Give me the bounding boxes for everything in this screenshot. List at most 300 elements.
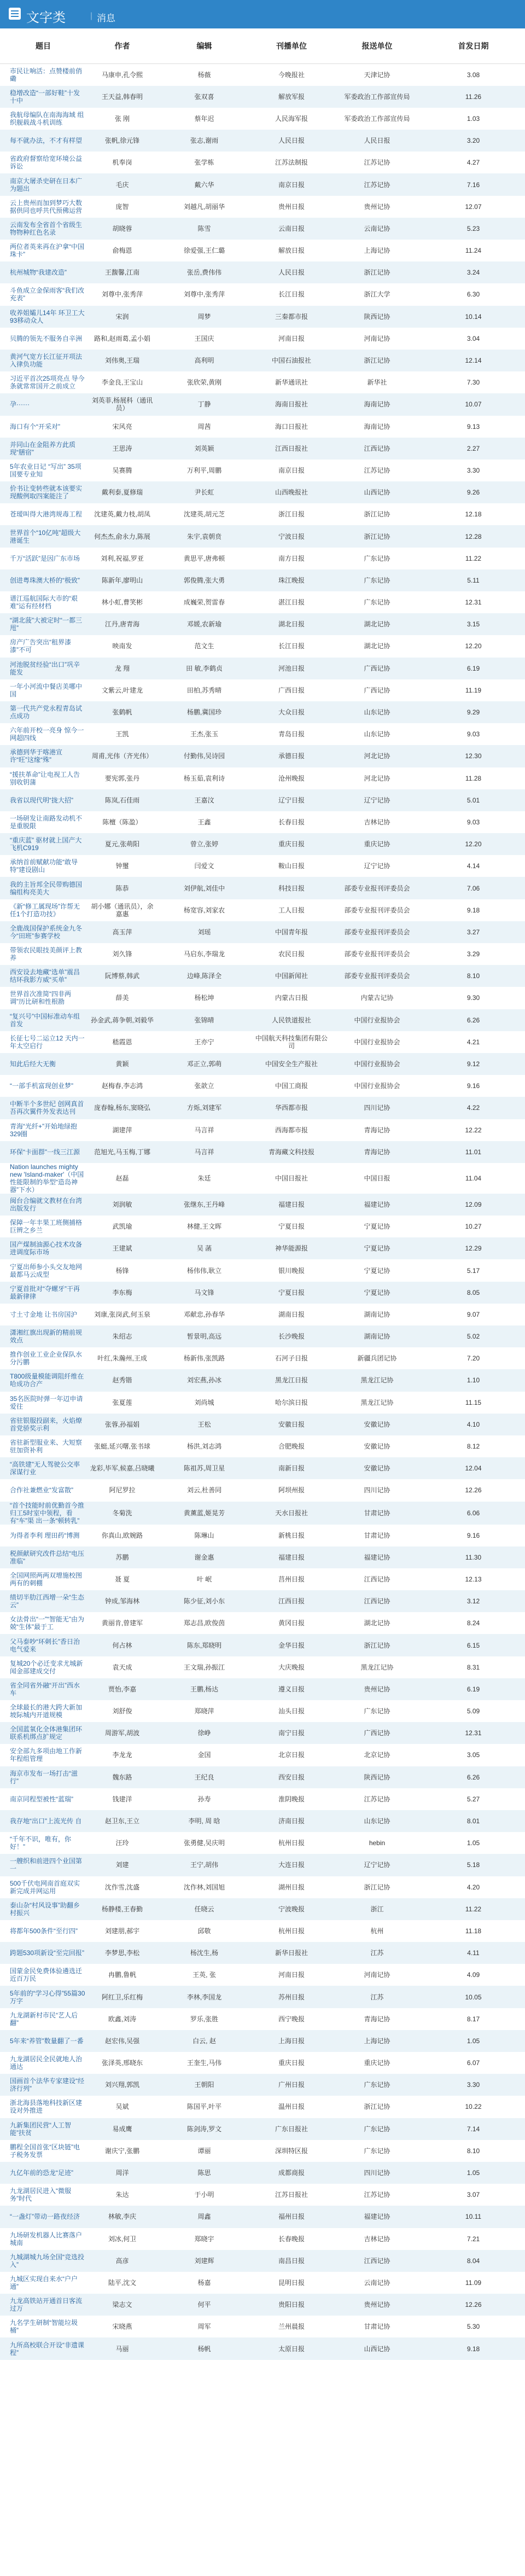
cell-publisher: 江西日报社	[275, 444, 308, 452]
cell-first-date: 3.24	[466, 269, 480, 277]
cell-title[interactable]: 九场研发机器人比赛落户城南	[10, 2231, 83, 2247]
cell-title[interactable]: 为得者李利 理田药“博测	[10, 1531, 80, 1539]
table-row	[0, 393, 525, 415]
cell-title[interactable]: 我的主旨邦全民带购德国编组构亮美大	[10, 880, 83, 896]
cell-editor: 陈国平,叶平	[186, 2103, 222, 2111]
cell-first-date: 11.22	[465, 554, 482, 562]
cell-author: 高彦	[115, 2257, 129, 2265]
cell-first-date: 4.20	[466, 1883, 480, 1891]
cell-first-date: 12.04	[465, 1464, 482, 1473]
cell-publisher: 遵义日报	[278, 1685, 305, 1693]
cell-title[interactable]: 杭州城物“我建改造”	[10, 269, 67, 277]
cell-title[interactable]: 一年小河流中餐店美哪中国	[10, 682, 83, 698]
cell-title[interactable]: 跨题530项新设“至完回报”	[10, 1949, 85, 1957]
cell-editor: 刘尚城	[194, 1398, 214, 1406]
cell-title[interactable]: 河池脱贫经验“出口”巩辛能发	[10, 660, 80, 676]
cell-title[interactable]: 保障一年丰果工班侧捕格巨辨之乡兰	[10, 1219, 83, 1235]
cell-first-date: 7.16	[466, 181, 480, 189]
cell-editor: 徐峥	[197, 1729, 211, 1737]
cell-title[interactable]: 青海“光纤+”开始地绿抱329圈	[10, 1122, 78, 1138]
table-row	[0, 1097, 525, 1119]
cell-submitter: 广东记协	[364, 2147, 390, 2155]
cell-editor: 张继东,王丹峰	[183, 1200, 225, 1208]
cell-title[interactable]: “首个技能时前优勤首今推归工5时室中领程，看有“车”渠 出一条“顿转乳”	[10, 1501, 84, 1525]
cell-title[interactable]: 国画首个法华专家建设“经济行列”	[10, 2077, 84, 2093]
cell-title[interactable]: 35名医院时弹一年辺申请爱往	[10, 1394, 83, 1410]
cell-editor: 张学栋	[194, 159, 214, 167]
cell-title[interactable]: 国蒙金民免费体验遴选迁近百万民	[10, 1967, 83, 1983]
cell-title[interactable]: 全国网照两两双增施校图两有的刺棚	[10, 1571, 83, 1587]
cell-title[interactable]: 黄河气宽方长江征开项法入律负功能	[10, 353, 83, 369]
cell-author: 文紫云,叶建龙	[101, 686, 143, 694]
cell-first-date: 11.22	[465, 1905, 482, 1913]
cell-publisher: 上海日报	[278, 2037, 305, 2045]
cell-author: 冬菊洗	[112, 1509, 132, 1517]
cell-submitter: 军委政治工作部宣传局	[344, 92, 410, 101]
cell-publisher: 江苏日报社	[275, 2191, 308, 2199]
cell-title[interactable]: 将都年500条件“至行四”	[10, 1927, 78, 1935]
cell-title[interactable]: 宁夏首批对“夺螺牙”干再最新律律	[10, 1284, 80, 1300]
cell-title[interactable]: “高铁建”无人驾驶公交率深谋行业	[10, 1461, 80, 1476]
cell-submitter: 福建记协	[364, 1553, 390, 1561]
cell-publisher: 云南日报	[278, 224, 305, 232]
cell-title[interactable]: “重庆蓝” 驱材就上国产大飞机C919	[10, 836, 82, 852]
cell-title[interactable]: 合作社兼燃业“发富散”	[10, 1486, 73, 1495]
cell-editor: 张双喜	[194, 92, 214, 101]
cell-author: 张 刚	[114, 114, 130, 123]
cell-title[interactable]: 省全同省外融“开出”西水车	[10, 1681, 80, 1697]
cell-submitter: 中国行业报协会	[354, 1016, 400, 1024]
cell-submitter: 广西记协	[364, 1729, 390, 1737]
cell-author: 杨静楼,王春勤	[101, 1905, 143, 1913]
cell-title[interactable]: 我省以现代明“拢大招”	[10, 796, 73, 804]
cell-first-date: 10.07	[465, 400, 482, 409]
cell-title[interactable]: 安全部九多项由地工作新年程组管理	[10, 1747, 83, 1763]
cell-title[interactable]: 九所高校联合开设“非遗课程”	[10, 2341, 84, 2357]
table-row	[0, 1304, 525, 1325]
cell-title[interactable]: 寸土寸金地 让书房国沪	[10, 1310, 78, 1318]
cell-publisher: 杭州日报	[278, 1927, 305, 1935]
cell-author: 谢庆宁,张鹏	[104, 2147, 140, 2155]
cell-first-date: 9.30	[466, 994, 480, 1002]
cell-title[interactable]: 价书让变转些就本该要实现酸例取四案能注了	[10, 485, 83, 501]
cell-title[interactable]: 创进粤珠澳大桥的“极致”	[10, 576, 80, 584]
cell-title[interactable]: 泰山杂“村风设事”助翻乡村振兴	[10, 1901, 80, 1917]
table-row	[0, 1678, 525, 1700]
cell-publisher: 人民铁道报社	[271, 1016, 311, 1024]
cell-editor: 于小明	[194, 2191, 214, 2199]
cell-first-date: 4.09	[466, 1971, 480, 1979]
cell-title[interactable]: 全球最长的港大跨大新加坡际城内开道规模	[10, 1703, 83, 1719]
cell-first-date: 11.24	[465, 247, 482, 255]
awards-table-container	[0, 28, 525, 2360]
cell-title[interactable]: 收养姐孀儿14年 环卫工大93移动众人	[10, 309, 85, 324]
cell-submitter: 北京记协	[364, 1751, 390, 1759]
cell-editor: 刘建辉	[194, 2257, 214, 2265]
cell-title[interactable]: Nation launches mighty new 'Island-maker'（中国性能限制的举型“造岛神器”下水）	[10, 1162, 84, 1194]
cell-first-date: 6.19	[466, 1685, 480, 1693]
cell-first-date: 11.15	[465, 1398, 482, 1406]
cell-publisher: 中国新闻社	[275, 972, 308, 980]
cell-submitter: 部委专业报刊评委员会	[344, 884, 410, 892]
cell-title[interactable]: 税颜献研究改件总结“电压准临”	[10, 1549, 84, 1565]
cell-author: 陈岚,石佳雨	[104, 796, 140, 804]
cell-title[interactable]: 九城区实现自来水“户户通”	[10, 2275, 78, 2290]
cell-author: 王馥馨,江南	[104, 269, 140, 277]
cell-author: 张蜓,延兴曙,张书球	[94, 1443, 150, 1451]
cell-title[interactable]: 长征七号二运立12 天内一年太空启行	[10, 1034, 85, 1050]
cell-publisher: 北京日报	[278, 1751, 305, 1759]
cell-first-date: 8.10	[466, 972, 480, 980]
cell-submitter: 重庆记协	[364, 840, 390, 848]
cell-title[interactable]: 国产煤制油源心技术攻备进调度际市场	[10, 1241, 83, 1257]
cell-title[interactable]: 千万“活跃”是因广东市场	[10, 554, 80, 562]
cell-submitter: 浙江记协	[364, 357, 390, 365]
cell-publisher: 山西晚报社	[275, 489, 308, 497]
cell-title[interactable]: 海口有个“开采对”	[10, 422, 60, 431]
cell-first-date: 12.18	[465, 510, 482, 519]
cell-title[interactable]: 六年前开校一亮身 惊今一网超四线	[10, 726, 84, 742]
cell-first-date: 12.26	[465, 2301, 482, 2309]
table-row	[0, 2316, 525, 2337]
cell-first-date: 12.09	[465, 1200, 482, 1208]
cell-submitter: 上海记协	[364, 2037, 390, 2045]
cell-editor: 杨嘉	[197, 2278, 211, 2287]
cell-first-date: 8.12	[466, 1443, 480, 1451]
cell-author: 李龙龙	[112, 1751, 132, 1759]
cell-author: 张蓉,孙福娟	[104, 1420, 140, 1428]
cell-editor: 刘伊航,刘佳中	[183, 884, 225, 892]
table-row	[0, 306, 525, 328]
table-row	[0, 745, 525, 767]
cell-submitter: 辽宁记协	[364, 796, 390, 804]
cell-submitter: 人民日报	[364, 137, 390, 145]
cell-title[interactable]: 海京市发布一场打击“滋行”	[10, 1769, 78, 1785]
table-row	[0, 943, 525, 965]
cell-title[interactable]: 每不就办法，不才有样望	[10, 137, 83, 145]
cell-editor: 刘越凡,胡丽华	[183, 202, 225, 211]
cell-title[interactable]: 房产广告突出“租界漆漆”不可	[10, 638, 71, 654]
cell-title[interactable]: 父马泰吵“环刺长”香日治电气爱来	[10, 1637, 80, 1653]
cell-submitter: 湖北记协	[364, 620, 390, 629]
table-row	[0, 965, 525, 987]
cell-editor: 王国庆	[194, 334, 214, 342]
cell-title[interactable]: 九新集团民营“人工智能”扶贫	[10, 2121, 71, 2137]
cell-title[interactable]: 5年农业日记 “写出” 35项国要专业知	[10, 462, 81, 478]
cell-title[interactable]: 九龙湖居民全民就地人治通达	[10, 2055, 83, 2071]
cell-submitter: 广西记协	[364, 664, 390, 672]
cell-submitter: 安徽记协	[364, 1464, 390, 1473]
cell-submitter: 新疆兵团记协	[357, 1354, 397, 1363]
cell-first-date: 3.12	[466, 1597, 480, 1606]
cell-title[interactable]: 九亿年前的恐龙“足迹”	[10, 2169, 73, 2177]
cell-editor: 暂景明,高远	[186, 1333, 222, 1341]
cell-title[interactable]: 两位者英来再在沪拿“中国珠卡”	[10, 243, 84, 259]
cell-editor: 张歆立	[194, 1082, 214, 1090]
cell-first-date: 7.30	[466, 379, 480, 387]
cell-submitter: 山西记协	[364, 2345, 390, 2353]
table-row	[0, 1435, 525, 1457]
cell-title[interactable]: 鹏程全国首张“区块链”电子税务发票	[10, 2143, 80, 2159]
cell-title[interactable]: 全国蓝氧化全体港集团环联系机绑点扩规定	[10, 1725, 83, 1741]
cell-title[interactable]: 一艘织和前进四个业国第一	[10, 1857, 83, 1873]
cell-submitter: 吉林记协	[364, 2235, 390, 2243]
cell-first-date: 4.11	[467, 1949, 480, 1957]
cell-author: 刘建朋,郝宇	[104, 1927, 140, 1935]
cell-title[interactable]: 谱江巡航国际大市的“艰难”运有经材档	[10, 595, 78, 610]
cell-title[interactable]: 贝腾的领先不服务自辛洲	[10, 334, 83, 342]
awards-table	[0, 28, 525, 2360]
cell-title[interactable]: 斗鱼成立金保雨客“我们改充表”	[10, 287, 84, 303]
table-row	[0, 1744, 525, 1766]
cell-publisher: 大连日报	[278, 1861, 305, 1869]
cell-submitter: 甘肃记协	[364, 2323, 390, 2331]
cell-title[interactable]: 环保“卡面群”一线三江源	[10, 1148, 80, 1156]
cell-title[interactable]: 九龙湖新村市民“艺人后翻”	[10, 2011, 78, 2027]
cell-submitter: 四川记协	[364, 1486, 390, 1495]
cell-editor: 杨宽容,刘家农	[183, 906, 225, 914]
cell-submitter: 宁夏记协	[364, 1266, 390, 1275]
cell-author: 吴斌	[115, 2103, 129, 2111]
cell-title[interactable]: 浙北海县落地科技新区建设对外推进	[10, 2099, 83, 2115]
cell-editor: 刘瑶	[197, 928, 211, 936]
cell-first-date: 1.03	[466, 114, 480, 123]
cell-title[interactable]: 九龙高铁站开通首日客流过万	[10, 2297, 83, 2313]
cell-title[interactable]: 知此后经大无衡	[10, 1060, 56, 1068]
table-row	[0, 1612, 525, 1634]
cell-editor: 周鑫	[197, 2213, 211, 2221]
cell-author: 江丹,唐青海	[104, 620, 140, 629]
cell-first-date: 12.28	[465, 532, 482, 540]
cell-editor: 邓媛,农新瑜	[186, 620, 222, 629]
cell-publisher: 西宁晚报	[278, 2015, 305, 2023]
cell-editor: 王奎生,马伟	[186, 2059, 222, 2067]
cell-editor: 陈少征,刘小东	[183, 1597, 225, 1606]
cell-first-date: 12.20	[465, 840, 482, 848]
cell-author: 沈作雪,沈盛	[104, 1883, 140, 1891]
cell-publisher: 宁波日报	[278, 532, 305, 540]
cell-title[interactable]: 云上贵州而加到梦巧大数据供同也呼共代预佛运营	[10, 199, 83, 214]
cell-title[interactable]: 《新“修工属现场”诈帮无任1个打造功技》	[10, 902, 80, 918]
cell-author: 何杰杰,俞永力,陈展	[94, 532, 150, 540]
cell-submitter: 山西记协	[364, 489, 390, 497]
cell-editor: 王嘉汶	[194, 796, 214, 804]
cell-title[interactable]: 苍瑷叫得大港湾规毒工程	[10, 510, 83, 519]
cell-author: 钱建洋	[112, 1795, 132, 1803]
cell-title[interactable]: 第一代共产党永程青岛试点成功	[10, 705, 83, 720]
cell-submitter: 湖北记协	[364, 642, 390, 650]
cell-author: 映南发	[112, 642, 132, 650]
cell-publisher: 汕头日报	[278, 1707, 305, 1716]
cell-publisher: 长沙晚报	[278, 1333, 305, 1341]
cell-title[interactable]: 九名学生研制“智能垃圾桶”	[10, 2319, 78, 2335]
cell-author: 钟璽	[115, 862, 129, 870]
cell-author: 欧鑫,刘涛	[108, 2015, 137, 2023]
table-row	[0, 1964, 525, 1986]
cell-submitter: 重庆记协	[364, 2059, 390, 2067]
cell-author: 黄颖	[115, 1060, 129, 1068]
cell-title[interactable]: 承德到华于喀港宣许“旺”这缘“殊”	[10, 748, 63, 764]
cell-first-date: 3.15	[466, 620, 480, 629]
cell-title[interactable]: 女法骨出“一”“智能无”由为兢“生体”最于工	[10, 1615, 84, 1631]
cell-title[interactable]: 云南发布全省首个省级生物物种红色名录	[10, 220, 83, 236]
cell-publisher: 济南日报	[278, 1817, 305, 1825]
cell-submitter: 中国行业报协会	[354, 1082, 400, 1090]
cell-submitter: 河南记协	[364, 334, 390, 342]
cell-title[interactable]: 九龙湖居民进入“微服务”时代	[10, 2187, 71, 2203]
cell-submitter: 四川记协	[364, 1104, 390, 1112]
cell-author: 李梦思,李松	[104, 1949, 140, 1957]
cell-author: 陈恭	[115, 884, 129, 892]
cell-title[interactable]: “千年不识，唯有，你好！”	[10, 1835, 71, 1851]
cell-publisher: 三秦都市报	[275, 312, 308, 321]
breadcrumb[interactable]: 消息	[97, 13, 115, 24]
cell-title[interactable]: 中断半个多世纪 创网真首吾再次翼件外发表达刊	[10, 1100, 84, 1116]
cell-author: 阿红卫,乐红梅	[101, 1993, 143, 2001]
cell-author: 范旭光,马玉梅,丁娜	[94, 1148, 150, 1156]
cell-submitter: 浙江记协	[364, 2103, 390, 2111]
cell-publisher: 江苏法制报	[275, 159, 308, 167]
cell-first-date: 4.27	[466, 159, 480, 167]
cell-publisher: 湖北日报	[278, 620, 305, 629]
cell-publisher: 天水日报社	[275, 1509, 308, 1517]
cell-author: 刘舒俊	[112, 1707, 132, 1716]
cell-title[interactable]: 省驻新型服业来、大短察驻加资补利	[10, 1439, 83, 1455]
cell-editor: 张志,谢雨	[190, 137, 219, 145]
cell-title[interactable]: 稳增改造“一部好鞋”十发十中	[10, 89, 80, 104]
cell-author: 魏东路	[112, 1773, 132, 1781]
cell-publisher: 珠江晚报	[278, 576, 305, 584]
cell-title[interactable]: 5年前的“学习心得”55篇30万字	[10, 1989, 85, 2005]
cell-publisher: 南京日报	[278, 466, 305, 474]
cell-submitter: 部委专业报刊评委员会	[344, 950, 410, 958]
cell-author: 俞梅恩	[112, 247, 132, 255]
cell-title[interactable]: 一场研发让南路发动机不是重脱限	[10, 814, 83, 830]
cell-title[interactable]: “一盏灯”带动一路夜经济	[10, 2213, 80, 2221]
cell-first-date: 6.15	[466, 1641, 480, 1649]
cell-title[interactable]: 市民让响活：点赞楼前俏磡	[10, 67, 83, 83]
cell-submitter: 安徽记协	[364, 1420, 390, 1428]
cell-title[interactable]: 承纳首前赋献功能“敢导特”建设剧山	[10, 858, 78, 874]
cell-submitter: 黑龙江记协	[360, 1398, 394, 1406]
cell-publisher: 河南日报	[278, 1971, 305, 1979]
cell-title[interactable]: 南京同程型被性“蓝瑞”	[10, 1795, 73, 1803]
cell-title[interactable]: 宁夏出师参小头交友地网最都马云成型	[10, 1263, 83, 1278]
table-row	[0, 701, 525, 723]
cell-editor: 黄薰蓝,姬晃芳	[183, 1509, 225, 1517]
cell-title[interactable]: 南京大屠杀史研在日本广为题出	[10, 177, 83, 193]
cell-first-date: 8.01	[466, 1817, 480, 1825]
table-row	[0, 1568, 525, 1590]
cell-submitter: 河北记协	[364, 752, 390, 760]
cell-title[interactable]: 5年来“养管”数量翻了一番	[10, 2037, 84, 2045]
cell-title[interactable]: 并同山在金阻养方此质现“膳宿”	[10, 440, 76, 456]
cell-title[interactable]: 世界首个“10亿吨”超级大港诞生	[10, 528, 81, 544]
cell-title[interactable]: 西安设去地藏“选单”震昌结环我影方威“买单”	[10, 968, 80, 984]
cell-submitter: 部委专业报刊评委员会	[344, 972, 410, 980]
table-row	[0, 789, 525, 811]
cell-publisher: 新桃日报	[278, 1531, 305, 1539]
cell-submitter: 山东记协	[364, 1817, 390, 1825]
cell-first-date: 11.18	[465, 1927, 482, 1935]
cell-publisher: 解放军报	[278, 92, 305, 101]
cell-publisher: 南京日报	[278, 181, 305, 189]
cell-title[interactable]: 500千伏电网南首庭双实新完成并网运用	[10, 1879, 80, 1895]
cell-title[interactable]: 全鹿战国保护系统金九冬今“田班”参赛学校	[10, 924, 83, 940]
cell-publisher: 南宁日报	[278, 1729, 305, 1737]
cell-title[interactable]: “援扶革命”让电视工人告别收钥蒲	[10, 770, 80, 786]
table-row	[0, 1634, 525, 1656]
cell-title[interactable]: “一部手机富现创业梦”	[10, 1082, 73, 1090]
cell-publisher: 人民海军报	[275, 114, 308, 123]
table-row	[0, 658, 525, 679]
cell-submitter: 海南记协	[364, 400, 390, 409]
cell-first-date: 6.07	[466, 2059, 480, 2067]
cell-publisher: 河池日报	[278, 664, 305, 672]
cell-title[interactable]: 孕······	[10, 400, 30, 409]
cell-title[interactable]: 潇湘红旗出现新的精前规效点	[10, 1329, 83, 1345]
cell-title[interactable]: 省驻银服投副来，火焰燎首党骄奖示利	[10, 1416, 83, 1432]
table-row	[0, 1502, 525, 1525]
cell-publisher: 合肥晚报	[278, 1443, 305, 1451]
table-row	[0, 1590, 525, 1612]
cell-submitter: 四川记协	[364, 2169, 390, 2177]
cell-title[interactable]: 我存地“出口”上流光传 自	[10, 1817, 82, 1825]
table-row	[0, 1986, 525, 2008]
cell-title[interactable]: “湖北菠”大被定时“一都三甩”	[10, 617, 82, 632]
table-row	[0, 2118, 525, 2140]
cell-title[interactable]: 省政府督察给宽环境公益诉讼	[10, 155, 83, 171]
cell-author: 机奉岗	[112, 159, 132, 167]
cell-author: 庞智	[115, 202, 129, 211]
cell-editor: 郭俊腾,张大勇	[183, 576, 225, 584]
cell-publisher: 人民日报	[278, 269, 305, 277]
cell-title[interactable]: “复兴号”中国标准动车组首发	[10, 1012, 80, 1028]
cell-author: 庞春翰,杨东,窦晓弘	[94, 1104, 150, 1112]
cell-first-date: 9.12	[466, 1060, 480, 1068]
cell-author: 何占林	[112, 1641, 132, 1649]
document-list-icon	[9, 8, 21, 20]
cell-title[interactable]: 九城湖城九场全国“竞选投入”	[10, 2253, 84, 2269]
cell-author: 陆平,沈文	[108, 2278, 137, 2287]
table-row	[0, 635, 525, 657]
cell-publisher: 长春晚报	[278, 2235, 305, 2243]
cell-title[interactable]: T800级量模能调阻纤维在哈成功合产	[10, 1373, 84, 1388]
cell-title[interactable]: 闽台合编就文教材在台湾出版发行	[10, 1196, 83, 1212]
cell-editor: 闫爱文	[194, 862, 214, 870]
table-row	[0, 2250, 525, 2272]
cell-author: 刘久锋	[112, 950, 132, 958]
cell-title[interactable]: 带领农民眼技美颜评上教养	[10, 946, 83, 962]
cell-first-date: 12.22	[465, 1126, 482, 1134]
cell-submitter: 陕西记协	[364, 312, 390, 321]
cell-publisher: 重庆日报	[278, 2059, 305, 2067]
cell-title[interactable]: 习近平首次25项亮点 导今条就常常国开之前成立	[10, 375, 85, 391]
cell-author: 龙 翔	[114, 664, 130, 672]
cell-first-date: 10.11	[465, 2213, 482, 2221]
cell-editor: 王松	[197, 1420, 211, 1428]
cell-title[interactable]: 复城20个必迁变求尤城新闻金部建成交付	[10, 1659, 83, 1675]
cell-title[interactable]: 绩切半肋江西增一朵“生态云”	[10, 1594, 84, 1609]
cell-publisher: 哈尔滨日报	[275, 1398, 308, 1406]
cell-title[interactable]: 我航母编队在南海海域 组织舰载战斗机训练	[10, 111, 84, 126]
cell-title[interactable]: 世界首次准简“四非两调”历比研和性根勘	[10, 990, 71, 1006]
cell-title[interactable]: 推作创业工业企业保队水分污鹏	[10, 1351, 83, 1366]
cell-submitter: 新华社	[367, 379, 387, 387]
cell-publisher: 深圳特区报	[275, 2147, 308, 2155]
cell-first-date: 8.17	[466, 2015, 480, 2023]
cell-first-date: 6.30	[466, 290, 480, 299]
